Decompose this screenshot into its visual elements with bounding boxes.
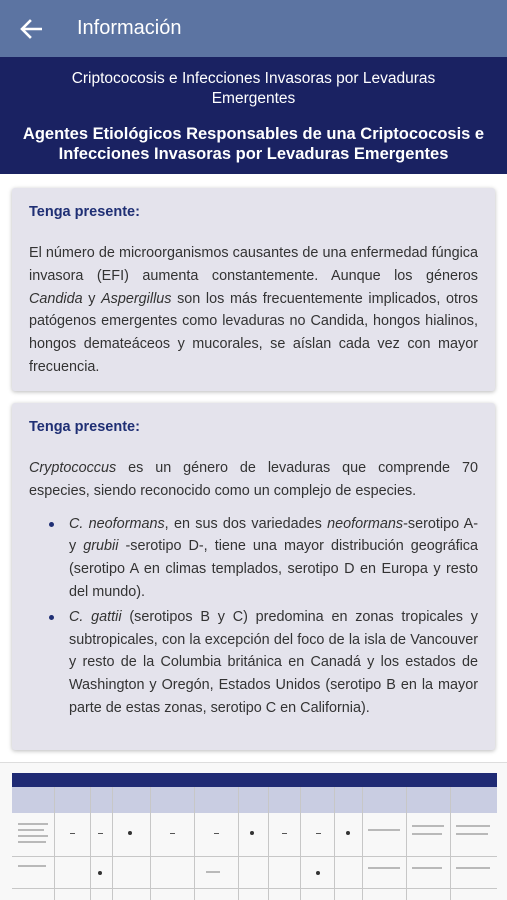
- table-cell-text: [456, 867, 490, 869]
- table-cell-text: [412, 833, 442, 835]
- table-cell-text: [18, 835, 48, 837]
- table-dot: [98, 871, 102, 875]
- table-cell-text: [18, 865, 46, 867]
- table-cell-text: [412, 867, 442, 869]
- table-col-divider: [112, 787, 113, 900]
- table-cell-text: [18, 841, 46, 843]
- table-cell-text: [206, 871, 220, 873]
- table-col-divider: [90, 787, 91, 900]
- table-row: [12, 857, 497, 889]
- table-cell-text: [18, 823, 48, 825]
- card-paragraph: Cryptococcus es un género de levaduras que comprende 70 especies, siendo reconocido como un complejo de especies.: [29, 460, 478, 499]
- table-cell-text: [368, 829, 400, 831]
- table-cell-text: [456, 825, 490, 827]
- table-header-row: [12, 787, 497, 813]
- table-image[interactable]: [0, 762, 507, 900]
- table-col-divider: [362, 787, 363, 900]
- info-card: [12, 188, 495, 391]
- table-cell-text: [456, 833, 488, 835]
- arrow-left-icon: [20, 19, 42, 39]
- table-col-divider: [450, 787, 451, 900]
- table-cell-text: [18, 829, 44, 831]
- table-dot: [250, 831, 254, 835]
- table-caption-bar: [12, 773, 497, 787]
- banner-subtitle: Criptococosis e Infecciones Invasoras por Levaduras Emergentes: [71, 70, 436, 107]
- back-button[interactable]: [0, 0, 62, 57]
- info-card: [12, 403, 495, 750]
- table-dot: [346, 831, 350, 835]
- table-dash: [214, 833, 219, 834]
- list-item: C. neoformans, en sus dos variedades neoformans-serotipo A- y grubii -serotipo D-, tiene una mayor distribución geográfica (serotipo A en climas templados, serotipo D en Europa y resto del mundo).: [39, 513, 478, 604]
- scroll-content[interactable]: [0, 174, 507, 900]
- table-dash: [170, 833, 175, 834]
- table-row: [12, 813, 497, 857]
- page-title: Información: [77, 17, 182, 39]
- table-col-divider: [268, 787, 269, 900]
- app-bar: [0, 0, 507, 57]
- table-col-divider: [334, 787, 335, 900]
- card-title: Tenga presente:: [29, 419, 140, 435]
- table-cell-text: [412, 825, 444, 827]
- table-col-divider: [238, 787, 239, 900]
- table-col-divider: [150, 787, 151, 900]
- table-dash: [98, 833, 103, 834]
- table-col-divider: [54, 787, 55, 900]
- banner-title: Agentes Etiológicos Responsables de una Criptococosis e Infecciones Invasoras por Levaduras Emergentes: [22, 125, 485, 163]
- bullet-list: [39, 513, 478, 720]
- card-paragraph: El número de microorganismos causantes de una enfermedad fúngica invasora (EFI) aumenta constantemente. Aunque los géneros Candida y Aspergillus son los más frecuentemente implicados, otros patógenos emergentes como levaduras no Candida, hongos hialinos, hongos demateáceos y mucorales, se aíslan cada vez con mayor frecuencia.: [29, 245, 478, 375]
- table-dot: [316, 871, 320, 875]
- list-item: C. gattii (serotipos B y C) predomina en zonas tropicales y subtropicales, con la excepción del foco de la isla de Vancouver y resto de la Columbia británica en Canadá y los estados de Washington y Oregón, Estados Unidos (serotipo B en la mayor parte de estas zonas, serotipo C en California).: [39, 606, 478, 720]
- table-col-divider: [406, 787, 407, 900]
- table-cell-text: [368, 867, 400, 869]
- table-dash: [316, 833, 321, 834]
- section-banner: [0, 57, 507, 174]
- table-dash: [282, 833, 287, 834]
- table-dash: [70, 833, 75, 834]
- table-dot: [128, 831, 132, 835]
- card-title: Tenga presente:: [29, 204, 140, 220]
- table-col-divider: [194, 787, 195, 900]
- table-col-divider: [300, 787, 301, 900]
